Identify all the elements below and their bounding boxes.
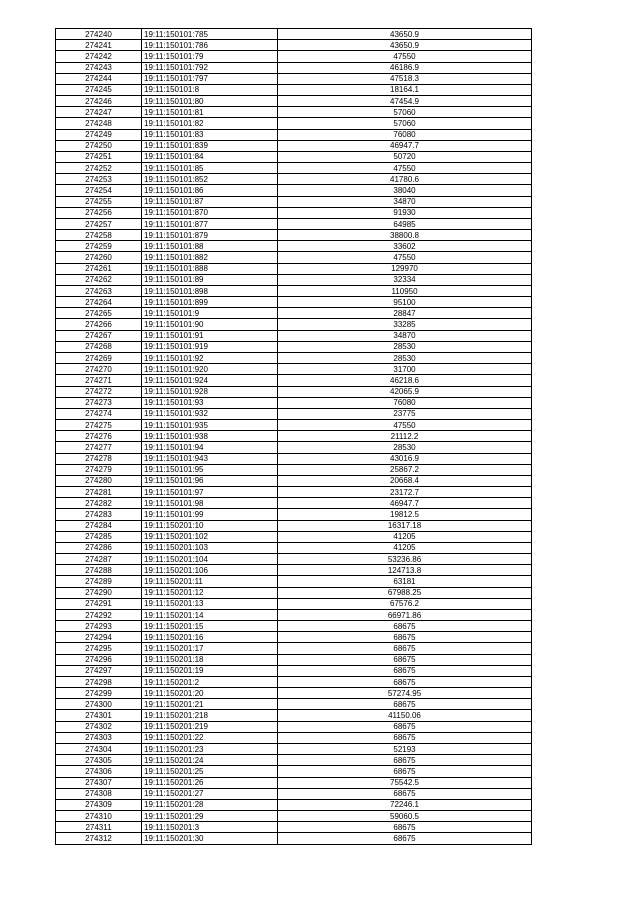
value-cell: 47454.9 xyxy=(278,96,532,107)
row-number-cell: 274299 xyxy=(56,688,142,699)
value-cell: 46218.6 xyxy=(278,375,532,386)
value-cell: 110950 xyxy=(278,285,532,296)
row-number-cell: 274262 xyxy=(56,274,142,285)
value-cell: 67576.2 xyxy=(278,598,532,609)
cadastral-number-cell: 19:11:150101:888 xyxy=(142,263,278,274)
cadastral-number-cell: 19:11:150101:92 xyxy=(142,352,278,363)
cadastral-number-cell: 19:11:150101:79 xyxy=(142,51,278,62)
value-cell: 57274.95 xyxy=(278,688,532,699)
value-cell: 68675 xyxy=(278,676,532,687)
table-row xyxy=(56,799,532,810)
cadastral-number-cell: 19:11:150101:935 xyxy=(142,420,278,431)
row-number-cell: 274265 xyxy=(56,308,142,319)
row-number-cell: 274273 xyxy=(56,397,142,408)
row-number-cell: 274268 xyxy=(56,341,142,352)
row-number-cell: 274305 xyxy=(56,755,142,766)
cadastral-number-cell: 19:11:150201:29 xyxy=(142,811,278,822)
row-number-cell: 274280 xyxy=(56,475,142,486)
cadastral-number-cell: 19:11:150201:15 xyxy=(142,621,278,632)
cadastral-number-cell: 19:11:150201:2 xyxy=(142,676,278,687)
table-row xyxy=(56,554,532,565)
table-row xyxy=(56,699,532,710)
table-row xyxy=(56,833,532,844)
cadastral-number-cell: 19:11:150101:932 xyxy=(142,408,278,419)
table-row xyxy=(56,285,532,296)
cadastral-number-cell: 19:11:150101:82 xyxy=(142,118,278,129)
table-row xyxy=(56,598,532,609)
value-cell: 57060 xyxy=(278,107,532,118)
value-cell: 68675 xyxy=(278,833,532,844)
value-cell: 52193 xyxy=(278,744,532,755)
table-row xyxy=(56,822,532,833)
cadastral-number-cell: 19:11:150101:792 xyxy=(142,62,278,73)
table-row xyxy=(56,397,532,408)
table-row xyxy=(56,632,532,643)
table-row xyxy=(56,341,532,352)
value-cell: 68675 xyxy=(278,665,532,676)
table-row xyxy=(56,453,532,464)
value-cell: 16317.18 xyxy=(278,520,532,531)
row-number-cell: 274245 xyxy=(56,84,142,95)
cadastral-number-cell: 19:11:150201:22 xyxy=(142,732,278,743)
value-cell: 68675 xyxy=(278,699,532,710)
table-row xyxy=(56,721,532,732)
value-cell: 68675 xyxy=(278,788,532,799)
row-number-cell: 274259 xyxy=(56,241,142,252)
cadastral-number-cell: 19:11:150201:13 xyxy=(142,598,278,609)
cadastral-number-cell: 19:11:150101:88 xyxy=(142,241,278,252)
table-row xyxy=(56,531,532,542)
row-number-cell: 274287 xyxy=(56,554,142,565)
table-row xyxy=(56,308,532,319)
table-row xyxy=(56,263,532,274)
table-row xyxy=(56,442,532,453)
table-row xyxy=(56,665,532,676)
value-cell: 47550 xyxy=(278,51,532,62)
value-cell: 41780.6 xyxy=(278,174,532,185)
table-row xyxy=(56,520,532,531)
row-number-cell: 274243 xyxy=(56,62,142,73)
value-cell: 28530 xyxy=(278,341,532,352)
value-cell: 63181 xyxy=(278,576,532,587)
cadastral-number-cell: 19:11:150101:87 xyxy=(142,196,278,207)
value-cell: 32334 xyxy=(278,274,532,285)
row-number-cell: 274257 xyxy=(56,218,142,229)
cadastral-number-cell: 19:11:150101:879 xyxy=(142,230,278,241)
table-row xyxy=(56,688,532,699)
row-number-cell: 274311 xyxy=(56,822,142,833)
table-row xyxy=(56,755,532,766)
table-row xyxy=(56,487,532,498)
table-row xyxy=(56,744,532,755)
row-number-cell: 274256 xyxy=(56,207,142,218)
cadastral-number-cell: 19:11:150201:10 xyxy=(142,520,278,531)
row-number-cell: 274269 xyxy=(56,352,142,363)
value-cell: 68675 xyxy=(278,621,532,632)
value-cell: 46947.7 xyxy=(278,498,532,509)
cadastral-number-cell: 19:11:150201:27 xyxy=(142,788,278,799)
value-cell: 41150.06 xyxy=(278,710,532,721)
cadastral-number-cell: 19:11:150101:882 xyxy=(142,252,278,263)
value-cell: 28847 xyxy=(278,308,532,319)
cadastral-number-cell: 19:11:150101:870 xyxy=(142,207,278,218)
value-cell: 68675 xyxy=(278,643,532,654)
table-row xyxy=(56,196,532,207)
row-number-cell: 274244 xyxy=(56,73,142,84)
row-number-cell: 274302 xyxy=(56,721,142,732)
table-row xyxy=(56,643,532,654)
value-cell: 23775 xyxy=(278,408,532,419)
table-row xyxy=(56,565,532,576)
table-body xyxy=(56,29,532,845)
value-cell: 75542.5 xyxy=(278,777,532,788)
table-row xyxy=(56,319,532,330)
cadastral-number-cell: 19:11:150201:24 xyxy=(142,755,278,766)
table-row xyxy=(56,107,532,118)
cadastral-number-cell: 19:11:150201:23 xyxy=(142,744,278,755)
value-cell: 43650.9 xyxy=(278,40,532,51)
table-row xyxy=(56,129,532,140)
cadastral-number-cell: 19:11:150101:89 xyxy=(142,274,278,285)
value-cell: 46947.7 xyxy=(278,140,532,151)
value-cell: 31700 xyxy=(278,364,532,375)
value-cell: 43016.9 xyxy=(278,453,532,464)
value-cell: 57060 xyxy=(278,118,532,129)
cadastral-number-cell: 19:11:150101:852 xyxy=(142,174,278,185)
value-cell: 46186.9 xyxy=(278,62,532,73)
row-number-cell: 274284 xyxy=(56,520,142,531)
table-row xyxy=(56,118,532,129)
cadastral-number-cell: 19:11:150101:9 xyxy=(142,308,278,319)
table-row xyxy=(56,475,532,486)
cadastral-number-cell: 19:11:150201:11 xyxy=(142,576,278,587)
cadastral-number-cell: 19:11:150101:86 xyxy=(142,185,278,196)
table-row xyxy=(56,621,532,632)
value-cell: 43650.9 xyxy=(278,29,532,40)
value-cell: 124713.8 xyxy=(278,565,532,576)
value-cell: 68675 xyxy=(278,766,532,777)
cadastral-number-cell: 19:11:150101:898 xyxy=(142,285,278,296)
table-row xyxy=(56,218,532,229)
table-row xyxy=(56,464,532,475)
row-number-cell: 274291 xyxy=(56,598,142,609)
table-row xyxy=(56,297,532,308)
row-number-cell: 274279 xyxy=(56,464,142,475)
cadastral-number-cell: 19:11:150201:103 xyxy=(142,542,278,553)
cadastral-number-cell: 19:11:150101:920 xyxy=(142,364,278,375)
cadastral-number-cell: 19:11:150101:96 xyxy=(142,475,278,486)
cadastral-number-cell: 19:11:150201:28 xyxy=(142,799,278,810)
row-number-cell: 274272 xyxy=(56,386,142,397)
table-row xyxy=(56,375,532,386)
row-number-cell: 274240 xyxy=(56,29,142,40)
table-row xyxy=(56,364,532,375)
cadastral-number-cell: 19:11:150101:919 xyxy=(142,341,278,352)
data-table xyxy=(55,28,532,845)
row-number-cell: 274249 xyxy=(56,129,142,140)
row-number-cell: 274252 xyxy=(56,163,142,174)
cadastral-number-cell: 19:11:150101:924 xyxy=(142,375,278,386)
row-number-cell: 274242 xyxy=(56,51,142,62)
value-cell: 21112.2 xyxy=(278,431,532,442)
table-row xyxy=(56,777,532,788)
table-row xyxy=(56,84,532,95)
row-number-cell: 274289 xyxy=(56,576,142,587)
table-row xyxy=(56,676,532,687)
table-row xyxy=(56,96,532,107)
value-cell: 28530 xyxy=(278,352,532,363)
value-cell: 91930 xyxy=(278,207,532,218)
value-cell: 23172.7 xyxy=(278,487,532,498)
value-cell: 34870 xyxy=(278,196,532,207)
value-cell: 33285 xyxy=(278,319,532,330)
row-number-cell: 274247 xyxy=(56,107,142,118)
value-cell: 50720 xyxy=(278,151,532,162)
value-cell: 18164.1 xyxy=(278,84,532,95)
cadastral-number-cell: 19:11:150201:14 xyxy=(142,609,278,620)
value-cell: 25867.2 xyxy=(278,464,532,475)
cadastral-number-cell: 19:11:150101:99 xyxy=(142,509,278,520)
table-row xyxy=(56,151,532,162)
cadastral-number-cell: 19:11:150201:218 xyxy=(142,710,278,721)
row-number-cell: 274254 xyxy=(56,185,142,196)
cadastral-number-cell: 19:11:150201:26 xyxy=(142,777,278,788)
table-row xyxy=(56,29,532,40)
row-number-cell: 274248 xyxy=(56,118,142,129)
table-row xyxy=(56,274,532,285)
value-cell: 72246.1 xyxy=(278,799,532,810)
value-cell: 38800.8 xyxy=(278,230,532,241)
row-number-cell: 274258 xyxy=(56,230,142,241)
cadastral-number-cell: 19:11:150101:785 xyxy=(142,29,278,40)
value-cell: 59060.5 xyxy=(278,811,532,822)
table-row xyxy=(56,62,532,73)
table-row xyxy=(56,587,532,598)
row-number-cell: 274250 xyxy=(56,140,142,151)
row-number-cell: 274307 xyxy=(56,777,142,788)
row-number-cell: 274278 xyxy=(56,453,142,464)
row-number-cell: 274294 xyxy=(56,632,142,643)
row-number-cell: 274266 xyxy=(56,319,142,330)
row-number-cell: 274309 xyxy=(56,799,142,810)
value-cell: 42065.9 xyxy=(278,386,532,397)
cadastral-number-cell: 19:11:150101:938 xyxy=(142,431,278,442)
value-cell: 67988.25 xyxy=(278,587,532,598)
value-cell: 76080 xyxy=(278,397,532,408)
row-number-cell: 274303 xyxy=(56,732,142,743)
table-row xyxy=(56,788,532,799)
cadastral-number-cell: 19:11:150101:928 xyxy=(142,386,278,397)
cadastral-number-cell: 19:11:150101:81 xyxy=(142,107,278,118)
value-cell: 68675 xyxy=(278,822,532,833)
table-row xyxy=(56,386,532,397)
value-cell: 19812.5 xyxy=(278,509,532,520)
table-row xyxy=(56,163,532,174)
row-number-cell: 274281 xyxy=(56,487,142,498)
value-cell: 47550 xyxy=(278,163,532,174)
row-number-cell: 274271 xyxy=(56,375,142,386)
cadastral-number-cell: 19:11:150101:943 xyxy=(142,453,278,464)
row-number-cell: 274296 xyxy=(56,654,142,665)
row-number-cell: 274276 xyxy=(56,431,142,442)
cadastral-number-cell: 19:11:150201:18 xyxy=(142,654,278,665)
row-number-cell: 274312 xyxy=(56,833,142,844)
row-number-cell: 274288 xyxy=(56,565,142,576)
table-row xyxy=(56,420,532,431)
row-number-cell: 274310 xyxy=(56,811,142,822)
value-cell: 41205 xyxy=(278,531,532,542)
value-cell: 38040 xyxy=(278,185,532,196)
table-row xyxy=(56,252,532,263)
table-row xyxy=(56,207,532,218)
value-cell: 66971.86 xyxy=(278,609,532,620)
cadastral-number-cell: 19:11:150101:95 xyxy=(142,464,278,475)
table-row xyxy=(56,73,532,84)
table-row xyxy=(56,766,532,777)
cadastral-number-cell: 19:11:150101:90 xyxy=(142,319,278,330)
value-cell: 76080 xyxy=(278,129,532,140)
table-row xyxy=(56,710,532,721)
value-cell: 68675 xyxy=(278,755,532,766)
row-number-cell: 274275 xyxy=(56,420,142,431)
value-cell: 68675 xyxy=(278,732,532,743)
table-row xyxy=(56,241,532,252)
row-number-cell: 274255 xyxy=(56,196,142,207)
row-number-cell: 274263 xyxy=(56,285,142,296)
table-row xyxy=(56,609,532,620)
row-number-cell: 274290 xyxy=(56,587,142,598)
cadastral-number-cell: 19:11:150101:91 xyxy=(142,330,278,341)
value-cell: 47550 xyxy=(278,252,532,263)
cadastral-number-cell: 19:11:150101:80 xyxy=(142,96,278,107)
table-row xyxy=(56,174,532,185)
value-cell: 33602 xyxy=(278,241,532,252)
table-row xyxy=(56,51,532,62)
cadastral-number-cell: 19:11:150201:12 xyxy=(142,587,278,598)
row-number-cell: 274298 xyxy=(56,676,142,687)
row-number-cell: 274286 xyxy=(56,542,142,553)
row-number-cell: 274282 xyxy=(56,498,142,509)
value-cell: 68675 xyxy=(278,721,532,732)
value-cell: 20668.4 xyxy=(278,475,532,486)
row-number-cell: 274283 xyxy=(56,509,142,520)
cadastral-number-cell: 19:11:150101:786 xyxy=(142,40,278,51)
cadastral-number-cell: 19:11:150101:97 xyxy=(142,487,278,498)
table-row xyxy=(56,654,532,665)
row-number-cell: 274277 xyxy=(56,442,142,453)
value-cell: 95100 xyxy=(278,297,532,308)
cadastral-number-cell: 19:11:150201:25 xyxy=(142,766,278,777)
cadastral-number-cell: 19:11:150101:8 xyxy=(142,84,278,95)
row-number-cell: 274304 xyxy=(56,744,142,755)
table-row xyxy=(56,509,532,520)
table-row xyxy=(56,576,532,587)
cadastral-number-cell: 19:11:150101:839 xyxy=(142,140,278,151)
cadastral-number-cell: 19:11:150201:104 xyxy=(142,554,278,565)
table-row xyxy=(56,140,532,151)
row-number-cell: 274246 xyxy=(56,96,142,107)
cadastral-number-cell: 19:11:150201:16 xyxy=(142,632,278,643)
cadastral-number-cell: 19:11:150101:877 xyxy=(142,218,278,229)
row-number-cell: 274270 xyxy=(56,364,142,375)
row-number-cell: 274274 xyxy=(56,408,142,419)
row-number-cell: 274292 xyxy=(56,609,142,620)
cadastral-number-cell: 19:11:150201:219 xyxy=(142,721,278,732)
row-number-cell: 274297 xyxy=(56,665,142,676)
table-row xyxy=(56,408,532,419)
value-cell: 47518.3 xyxy=(278,73,532,84)
cadastral-number-cell: 19:11:150201:102 xyxy=(142,531,278,542)
cadastral-number-cell: 19:11:150201:20 xyxy=(142,688,278,699)
value-cell: 34870 xyxy=(278,330,532,341)
cadastral-number-cell: 19:11:150101:899 xyxy=(142,297,278,308)
row-number-cell: 274261 xyxy=(56,263,142,274)
cadastral-number-cell: 19:11:150101:83 xyxy=(142,129,278,140)
table-row xyxy=(56,185,532,196)
value-cell: 68675 xyxy=(278,654,532,665)
table-row xyxy=(56,330,532,341)
value-cell: 53236.86 xyxy=(278,554,532,565)
row-number-cell: 274300 xyxy=(56,699,142,710)
row-number-cell: 274267 xyxy=(56,330,142,341)
cadastral-number-cell: 19:11:150101:84 xyxy=(142,151,278,162)
table-row xyxy=(56,40,532,51)
row-number-cell: 274301 xyxy=(56,710,142,721)
value-cell: 47550 xyxy=(278,420,532,431)
table-row xyxy=(56,498,532,509)
cadastral-number-cell: 19:11:150101:94 xyxy=(142,442,278,453)
cadastral-number-cell: 19:11:150201:106 xyxy=(142,565,278,576)
table-row xyxy=(56,352,532,363)
row-number-cell: 274285 xyxy=(56,531,142,542)
cadastral-number-cell: 19:11:150201:3 xyxy=(142,822,278,833)
table-row xyxy=(56,811,532,822)
table-row xyxy=(56,542,532,553)
cadastral-number-cell: 19:11:150101:797 xyxy=(142,73,278,84)
row-number-cell: 274260 xyxy=(56,252,142,263)
cadastral-number-cell: 19:11:150201:19 xyxy=(142,665,278,676)
cadastral-number-cell: 19:11:150201:17 xyxy=(142,643,278,654)
cadastral-number-cell: 19:11:150101:93 xyxy=(142,397,278,408)
table-row xyxy=(56,230,532,241)
cadastral-number-cell: 19:11:150201:30 xyxy=(142,833,278,844)
row-number-cell: 274264 xyxy=(56,297,142,308)
cadastral-number-cell: 19:11:150201:21 xyxy=(142,699,278,710)
row-number-cell: 274308 xyxy=(56,788,142,799)
row-number-cell: 274251 xyxy=(56,151,142,162)
value-cell: 64985 xyxy=(278,218,532,229)
cadastral-number-cell: 19:11:150101:98 xyxy=(142,498,278,509)
value-cell: 129970 xyxy=(278,263,532,274)
row-number-cell: 274241 xyxy=(56,40,142,51)
row-number-cell: 274293 xyxy=(56,621,142,632)
table-row xyxy=(56,732,532,743)
row-number-cell: 274306 xyxy=(56,766,142,777)
value-cell: 68675 xyxy=(278,632,532,643)
cadastral-number-cell: 19:11:150101:85 xyxy=(142,163,278,174)
row-number-cell: 274295 xyxy=(56,643,142,654)
row-number-cell: 274253 xyxy=(56,174,142,185)
table-row xyxy=(56,431,532,442)
value-cell: 28530 xyxy=(278,442,532,453)
value-cell: 41205 xyxy=(278,542,532,553)
